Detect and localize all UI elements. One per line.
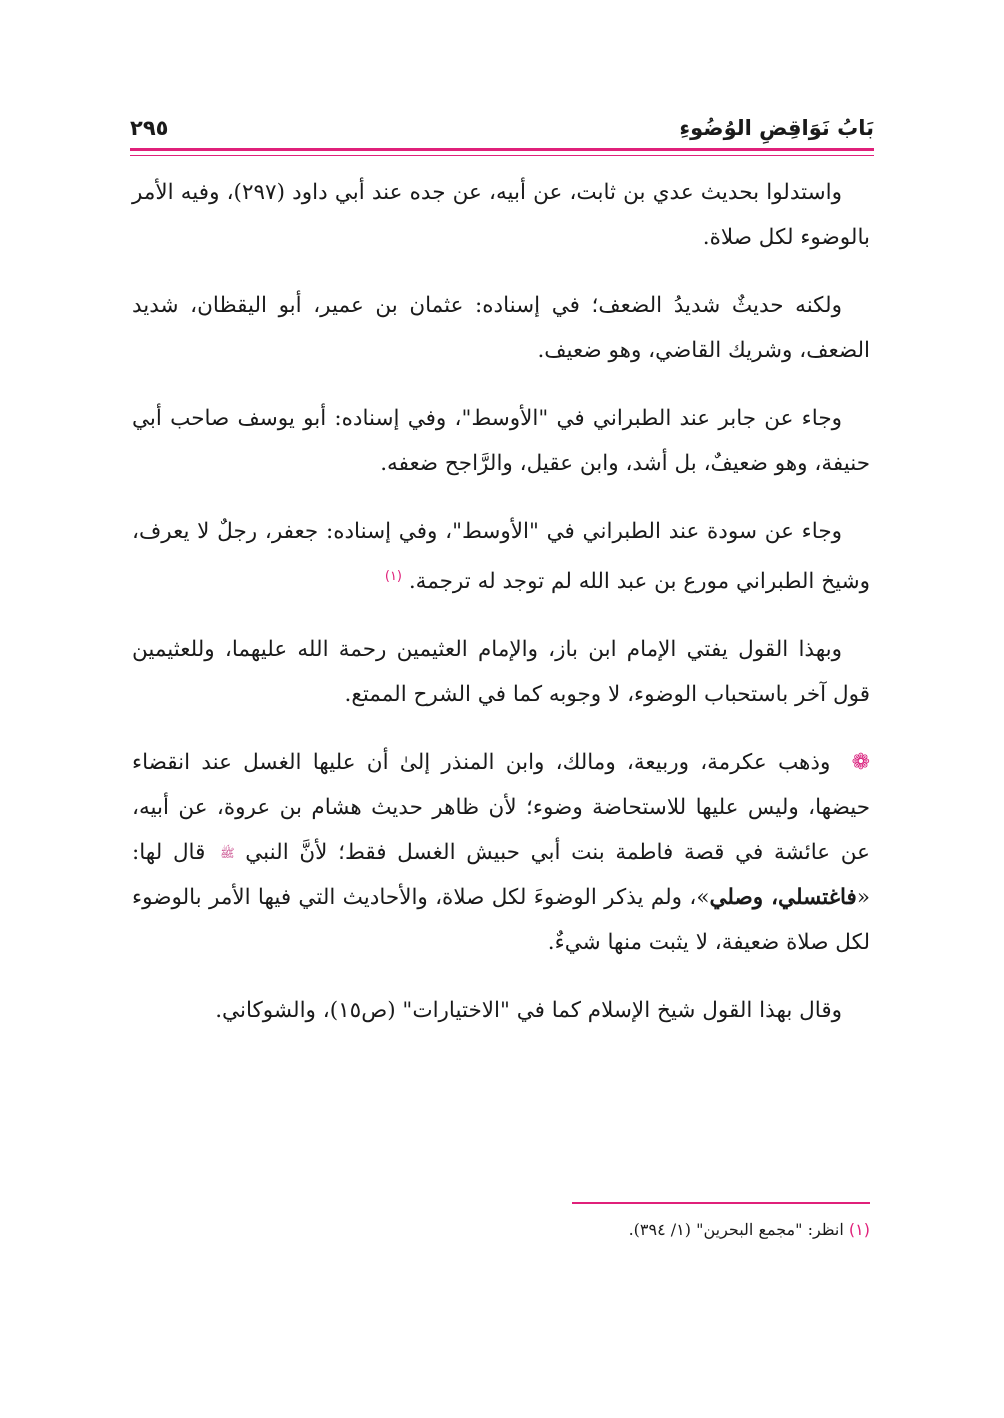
footnote-divider [572, 1202, 870, 1204]
page-header [130, 108, 874, 152]
hadith-quote: فاغتسلي، وصلي [709, 885, 857, 911]
paragraph-6 [132, 740, 870, 965]
header-rule-thin [130, 155, 874, 156]
footnote [629, 1220, 870, 1239]
paragraph-3: وجاء عن جابر عند الطبراني في "الأوسط"، وفي إسناده: أبو يوسف صاحب أبي حنيفة، وهو ضعيفٌ، بل أشد، وابن عقيل، والرَّاجح ضعفه. [132, 406, 870, 476]
footnote-text: انظر: "مجمع البحرين" (١/ ٣٩٤). [628, 1220, 844, 1239]
flower-ornament-icon: ❁ [851, 750, 871, 776]
paragraph-6-text-b: قال لها: « [132, 840, 870, 911]
paragraph-2: ولكنه حديثٌ شديدُ الضعف؛ في إسناده: عثمان بن عمير، أبو اليقظان، شديد الضعف، وشريك القاضي، وهو ضعيف. [132, 293, 870, 363]
paragraph-6-text-a: وذهب عكرمة، وربيعة، ومالك، وابن المنذر إلىٰ أن عليها الغسل عند انقضاء حيضها، وليس عليها للاستحاضة وضوء؛ لأن ظاهر حديث هشام بن عروة، عن أبيه، عن عائشة في قصة فاطمة بنت أبي حبيش الغسل فقط؛ لأنَّ النبي [132, 750, 870, 866]
body-text [132, 170, 870, 1056]
page-number: ٢٩٥ [130, 116, 169, 140]
paragraph-1: واستدلوا بحديث عدي بن ثابت، عن أبيه، عن جده عند أبي داود (٢٩٧)، وفيه الأمر بالوضوء لكل صلاة. [132, 180, 870, 250]
footnote-number: (١) [848, 1220, 870, 1239]
paragraph-6-text-c: »، ولم يذكر الوضوءَ لكل صلاة، والأحاديث التي فيها الأمر بالوضوء لكل صلاة ضعيفة، لا يثبت منها شيءٌ. [132, 885, 870, 956]
chapter-title: بَابُ نَوَاقِضِ الوُضُوءِ [679, 116, 874, 140]
paragraph-4 [132, 509, 870, 604]
salutation-glyph-icon: ﷺ [220, 846, 235, 861]
paragraph-5: وبهذا القول يفتي الإمام ابن باز، والإمام العثيمين رحمة الله عليهما، وللعثيمين قول آخر باستحباب الوضوء، لا وجوبه كما في الشرح الممتع. [132, 637, 870, 708]
header-rule-thick [130, 148, 874, 151]
paragraph-7: وقال بهذا القول شيخ الإسلام كما في "الاختيارات" (ص١٥)، والشوكاني. [215, 998, 842, 1024]
footnote-reference[interactable]: (١) [384, 569, 402, 584]
paragraph-4-text: وجاء عن سودة عند الطبراني في "الأوسط"، وفي إسناده: جعفر، رجلٌ لا يعرف، وشيخ الطبراني مورع بن عبد الله لم توجد له ترجمة. [132, 519, 870, 595]
